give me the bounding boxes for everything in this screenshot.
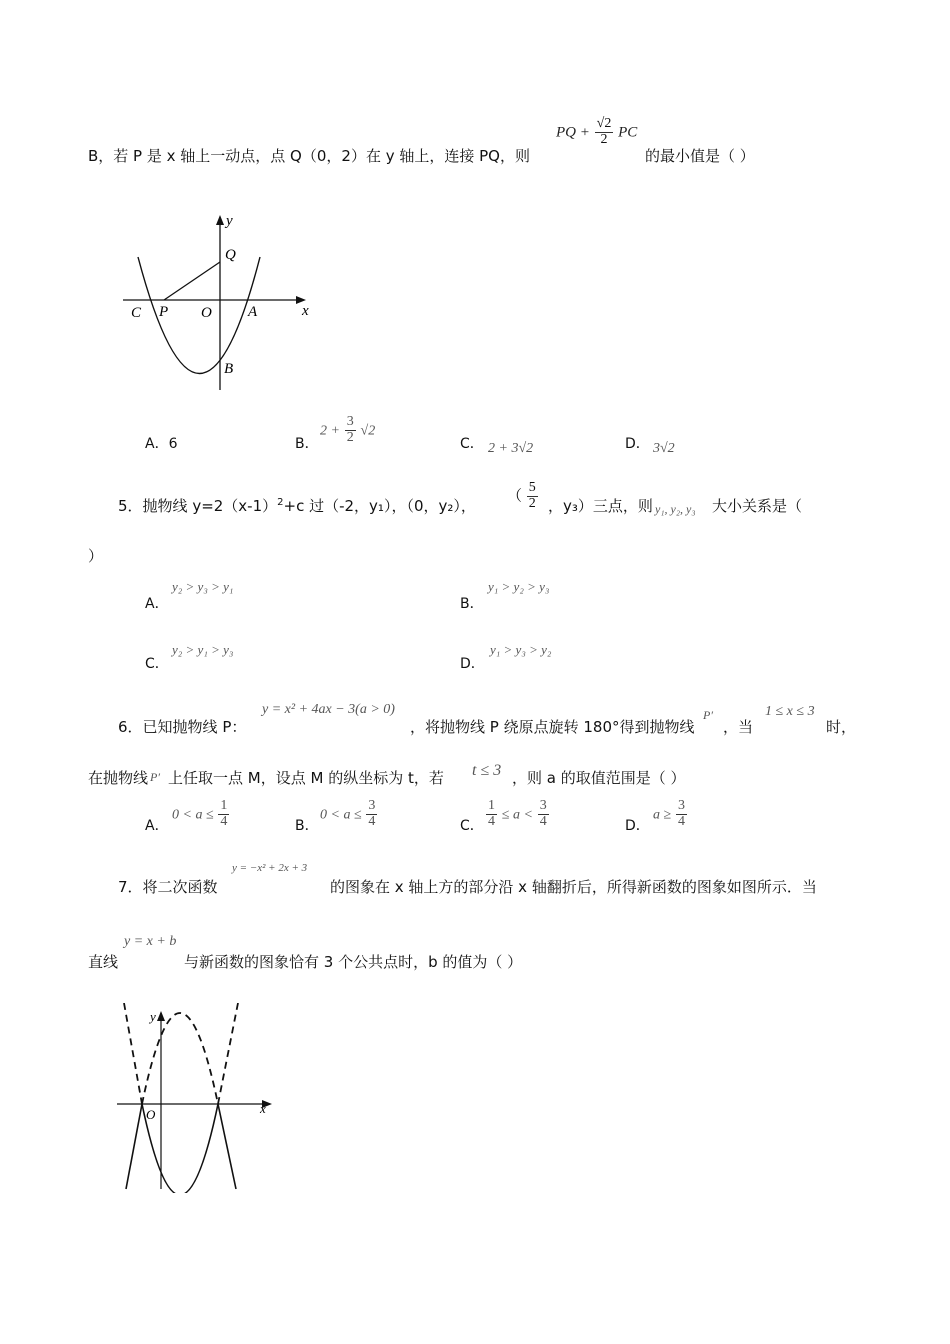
q6-option-d-math: a ≥ $\frac{3}{4}$: [653, 798, 685, 829]
label-x: x: [260, 1101, 266, 1116]
label-o: O: [201, 305, 212, 321]
y-axis-arrow: [216, 215, 224, 225]
q5-vars: y₁, y₂, y₃: [655, 502, 696, 516]
q4-stem-text: B，若 P 是 x 轴上一动点，点 Q（0，2）在 y 轴上，连接 PQ，则: [88, 147, 530, 165]
q7-line2-b: 与新函数的图象恰有 3 个公共点时，b 的值为（ ）: [184, 953, 523, 971]
q4-expr-pc: PC: [618, 124, 638, 141]
label-a: A: [248, 304, 258, 320]
q7-stem: 7．将二次函数: [118, 878, 218, 896]
q4-option-b[interactable]: B．: [295, 436, 319, 452]
q7-line2: 直线: [88, 953, 119, 971]
q5-option-b[interactable]: B．: [460, 596, 484, 612]
q6-line2: 在抛物线: [88, 769, 149, 787]
q6-option-c[interactable]: C．: [460, 818, 484, 834]
q6-pprime-2: P′: [150, 770, 160, 784]
q7-line-equation: y = x + b: [124, 934, 177, 949]
q6-option-b[interactable]: B．: [295, 818, 319, 834]
q4-option-d-math: 3√2: [653, 441, 675, 456]
q7-stem-b: 的图象在 x 轴上方的部分沿 x 轴翻折后，所得新函数的图象如图所示．当: [330, 878, 817, 896]
segment-pq: [164, 262, 220, 300]
q6-option-a-math: 0 < a ≤ $\frac{1}{4}$: [172, 798, 228, 829]
q4-option-d[interactable]: D．: [625, 436, 650, 452]
q5-option-d-math: y₁ > y₃ > y₂: [490, 642, 552, 657]
q6-stem-b: ，将抛物线 P 绕原点旋转 180°得到抛物线: [410, 718, 695, 736]
q5-stem-b: ，y₃）三点，则: [548, 497, 653, 515]
parabola: [138, 257, 260, 374]
q6-equation: y = x² + 4ax − 3(a > 0): [262, 702, 395, 717]
q4-option-b-math: 2 + $\frac{3}{2}$ √2: [320, 414, 376, 445]
q6-option-c-math: $\frac{1}{4}$ ≤ a < $\frac{3}{4}$: [488, 798, 547, 829]
q4-option-a[interactable]: A．6: [145, 436, 178, 452]
q4-expr-fraction: $\frac{√2}{2}$: [596, 116, 612, 147]
label-c: C: [131, 305, 142, 321]
q5-stem-c: 大小关系是（: [712, 497, 803, 515]
q4-stem-end: 的最小值是（ ）: [645, 147, 755, 165]
q6-stem: 6．已知抛物线 P：: [118, 718, 247, 736]
q6-stem-d: 时，: [826, 718, 857, 736]
q7-equation: y = −x² + 2x + 3: [232, 862, 308, 874]
q5-option-c[interactable]: C．: [145, 656, 169, 672]
dashed-left-tail: [124, 1003, 142, 1104]
q5-close: ）: [88, 547, 104, 565]
q4-expr-pq: PQ +: [556, 124, 590, 141]
label-x: x: [302, 303, 309, 319]
label-q: Q: [225, 247, 236, 263]
label-o: O: [146, 1107, 156, 1122]
q4-graph: [118, 205, 318, 395]
q5-option-a[interactable]: A．: [145, 596, 169, 612]
q6-line2-b: 上任取一点 M，设点 M 的纵坐标为 t，若: [168, 769, 444, 787]
q5-stem: 5．抛物线 $y=2(x-1)^2+c$ 过（-2，y₁），（0，y₂），: [118, 497, 476, 515]
label-p: P: [159, 304, 169, 320]
q5-option-d[interactable]: D．: [460, 656, 485, 672]
q4-expression: [556, 117, 637, 147]
q5-option-b-math: y₁ > y₂ > y₃: [488, 579, 550, 594]
label-y: y: [150, 1009, 156, 1024]
q6-range: 1 ≤ x ≤ 3: [765, 704, 815, 719]
q4-option-c[interactable]: C．: [460, 436, 484, 452]
q6-option-a[interactable]: A．: [145, 818, 169, 834]
q5-option-a-math: y₂ > y₃ > y₁: [172, 579, 234, 594]
q6-condition: t ≤ 3: [472, 762, 502, 779]
label-y: y: [226, 213, 233, 229]
q6-stem-c: ，当: [723, 718, 754, 736]
solid-left-tail: [126, 1104, 142, 1189]
q7-graph: [112, 1003, 282, 1193]
label-b: B: [224, 361, 234, 377]
q5-point3: （ $\frac{5}{2}$: [507, 480, 536, 511]
q4-stem: [88, 145, 530, 166]
y-axis-arrow: [157, 1011, 165, 1021]
solid-right-tail: [218, 1104, 236, 1189]
q5-option-c-math: y₂ > y₁ > y₃: [172, 642, 234, 657]
q4-option-c-math: 2 + 3√2: [488, 441, 534, 456]
dashed-upper-arc: [142, 1013, 218, 1104]
q6-option-d[interactable]: D．: [625, 818, 650, 834]
q6-pprime: P′: [703, 708, 713, 722]
dashed-right-tail: [218, 1003, 238, 1104]
q6-option-b-math: 0 < a ≤ $\frac{3}{4}$: [320, 798, 376, 829]
q6-line2-c: ，则 a 的取值范围是（ ）: [512, 769, 686, 787]
